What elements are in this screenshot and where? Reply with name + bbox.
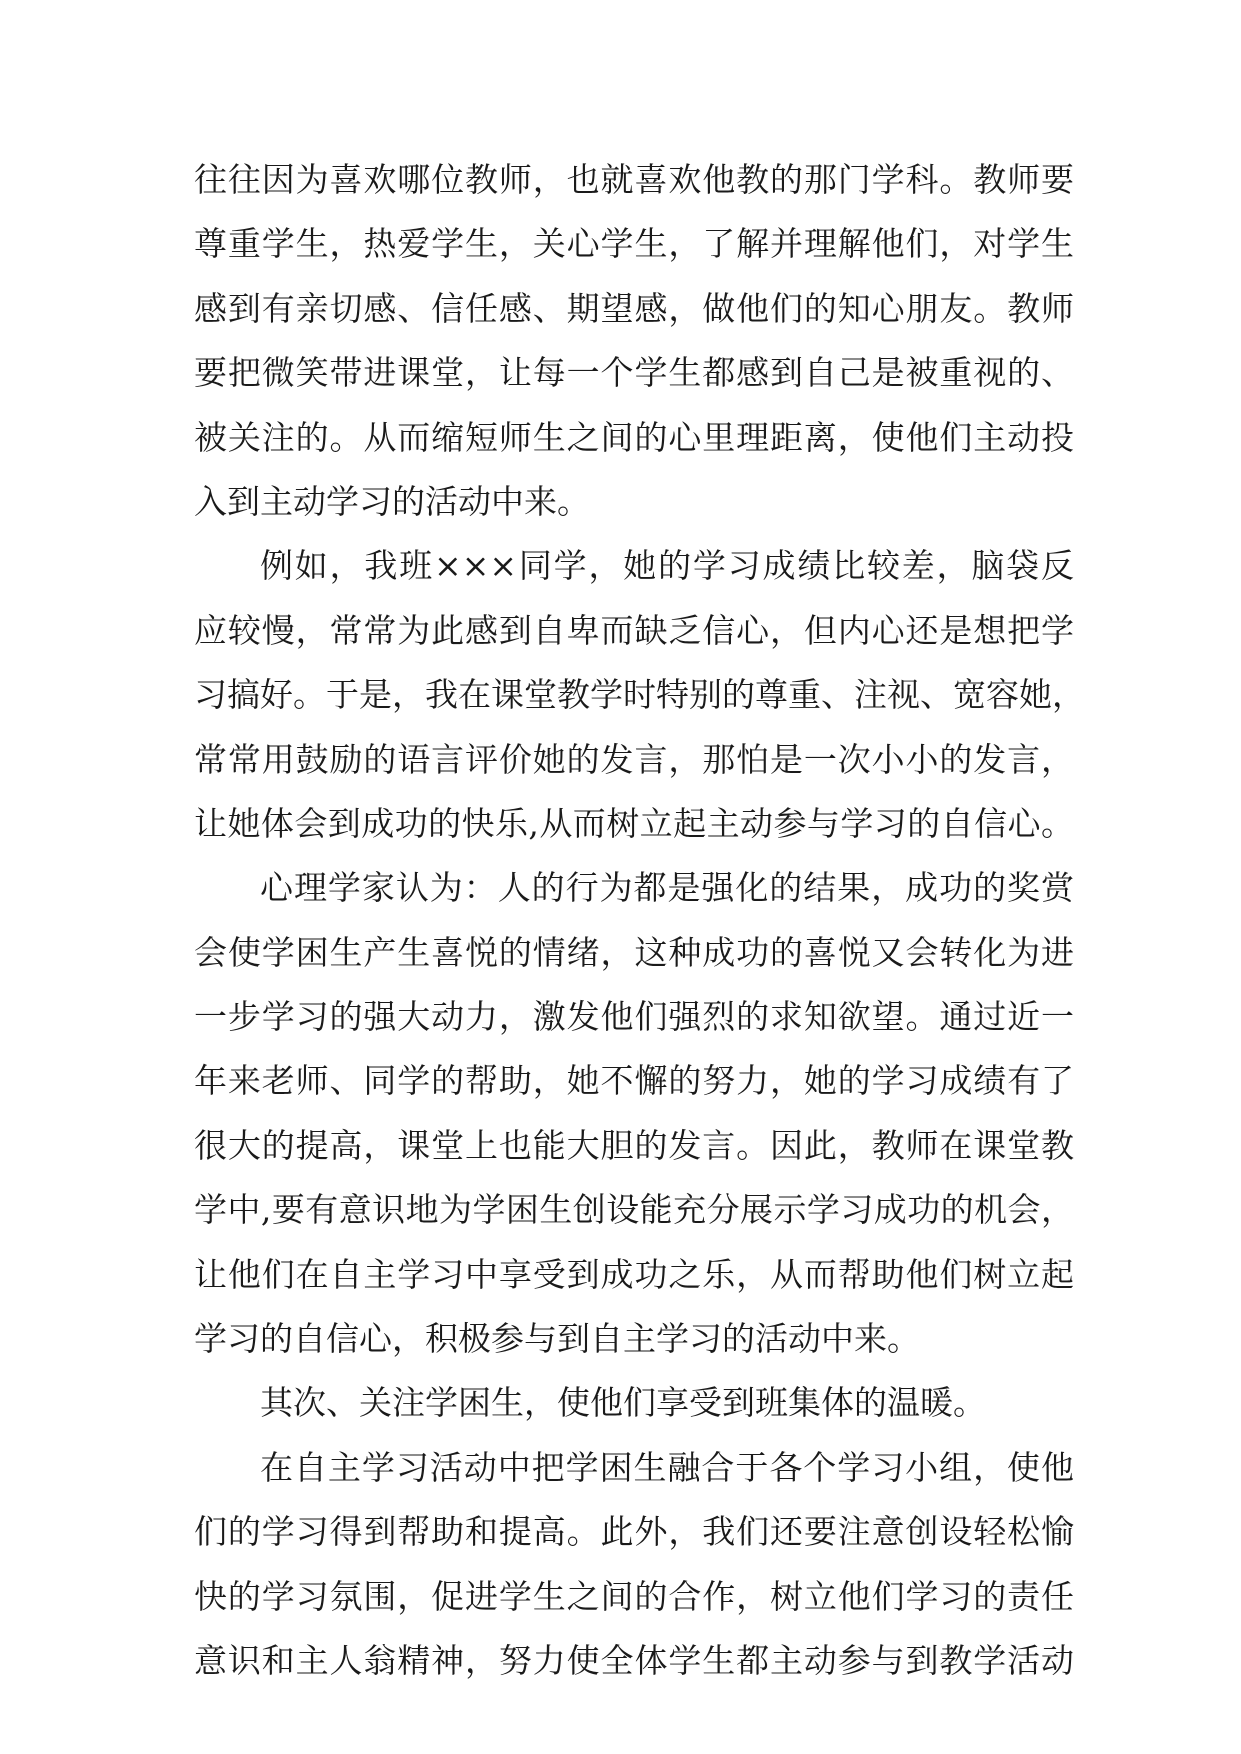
text-line: 们的学习得到帮助和提高。此外，我们还要注意创设轻松愉 <box>194 1512 1074 1552</box>
text-line: 让她体会到成功的快乐,从而树立起主动参与学习的自信心。 <box>194 803 1074 843</box>
text-line: 一步学习的强大动力，激发他们强烈的求知欲望。通过近一 <box>194 997 1074 1037</box>
text-line: 快的学习氛围，促进学生之间的合作，树立他们学习的责任 <box>194 1576 1074 1616</box>
text-line: 尊重学生，热爱学生，关心学生，了解并理解他们，对学生 <box>194 224 1074 264</box>
text-line: 感到有亲切感、信任感、期望感，做他们的知心朋友。教师 <box>194 288 1074 328</box>
text-line: 习搞好。于是，我在课堂教学时特别的尊重、注视、宽容她， <box>194 675 1085 715</box>
text-line: 会使学困生产生喜悦的情绪，这种成功的喜悦又会转化为进 <box>194 932 1074 972</box>
text-line: 在自主学习活动中把学困生融合于各个学习小组，使他 <box>260 1447 1074 1487</box>
text-line: 例如，我班×××同学，她的学习成绩比较差，脑袋反 <box>260 546 1074 586</box>
paragraph-3 <box>194 856 1074 1371</box>
body-text <box>194 148 1085 1693</box>
text-line: 往往因为喜欢哪位教师，也就喜欢他教的那门学科。教师要 <box>194 160 1074 199</box>
text-line: 要把微笑带进课堂，让每一个学生都感到自己是被重视的、 <box>194 353 1074 393</box>
text-line: 被关注的。从而缩短师生之间的心里理距离，使他们主动投 <box>194 417 1074 457</box>
text-line: 入到主动学习的活动中来。 <box>194 481 590 521</box>
text-line: 常常用鼓励的语言评价她的发言，那怕是一次小小的发言， <box>194 739 1074 779</box>
paragraph-5 <box>194 1436 1074 1694</box>
paragraph-1 <box>194 148 1074 534</box>
paragraph-2 <box>194 534 1085 856</box>
text-line: 学习的自信心，积极参与到自主学习的活动中来。 <box>194 1319 920 1359</box>
text-line: 其次、关注学困生，使他们享受到班集体的温暖。 <box>260 1383 986 1423</box>
text-line: 让他们在自主学习中享受到成功之乐，从而帮助他们树立起 <box>194 1254 1074 1294</box>
text-line: 心理学家认为：人的行为都是强化的结果，成功的奖赏 <box>260 868 1074 908</box>
text-line: 应较慢，常常为此感到自卑而缺乏信心，但内心还是想把学 <box>194 610 1074 650</box>
paragraph-4 <box>194 1371 1074 1435</box>
text-line: 意识和主人翁精神，努力使全体学生都主动参与到教学活动 <box>194 1640 1074 1680</box>
text-line: 很大的提高，课堂上也能大胆的发言。因此，教师在课堂教 <box>194 1125 1074 1165</box>
text-line: 学中,要有意识地为学困生创设能充分展示学习成功的机会， <box>194 1190 1074 1230</box>
text-line: 年来老师、同学的帮助，她不懈的努力，她的学习成绩有了 <box>194 1061 1074 1101</box>
